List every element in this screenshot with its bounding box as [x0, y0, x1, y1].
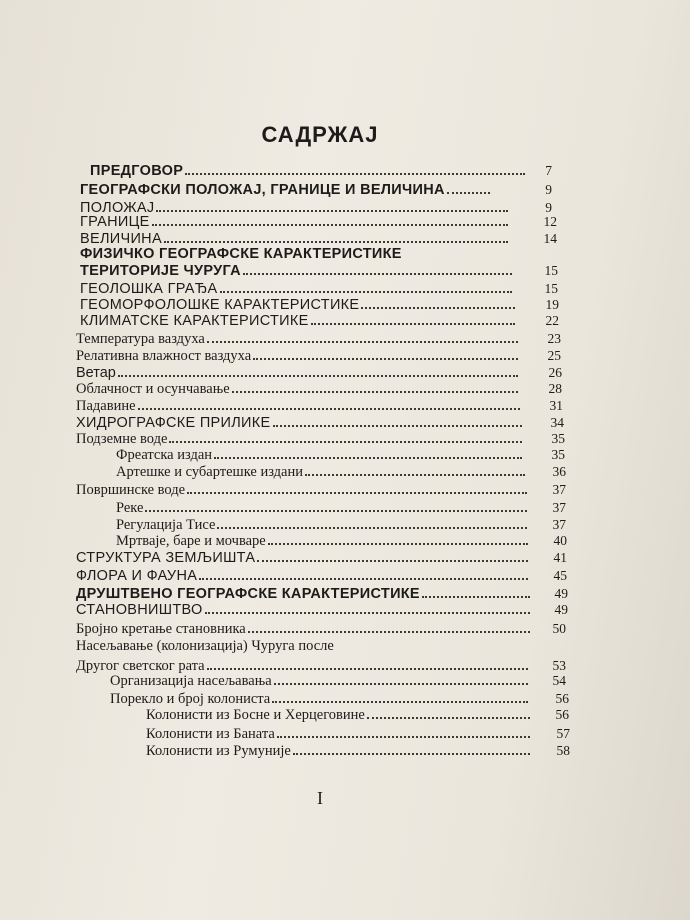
toc-entry-label: КЛИМАТСКЕ КАРАКТЕРИСТИКЕ	[80, 313, 309, 329]
toc-entry-page: 23	[547, 331, 561, 346]
toc-leader-dots	[447, 192, 490, 194]
toc-entry-page: 9	[545, 200, 552, 215]
toc-entry-label: ВЕЛИЧИНА	[80, 231, 162, 247]
toc-leader-dots	[257, 560, 528, 562]
toc-entry-label: Колонисти из Босне и Херцеговине	[146, 707, 365, 723]
toc-entry-page: 15	[544, 281, 558, 296]
toc-leader-dots	[217, 527, 527, 529]
toc-leader-dots	[164, 241, 508, 243]
toc-entry	[0, 181, 690, 201]
toc-entry-page: 57	[556, 726, 570, 741]
toc-leader-dots	[305, 474, 525, 476]
toc-entry-label: Фреатска издан	[116, 447, 213, 463]
toc-entry-page: 56	[555, 707, 569, 722]
toc-leader-dots	[118, 375, 518, 377]
toc-entry-label: Облачност и осунчавање	[76, 381, 230, 397]
toc-entry-page: 37	[552, 482, 566, 497]
toc-entry-label: Колонисти из Румуније	[146, 743, 291, 759]
toc-entry	[0, 706, 690, 726]
toc-entry-label: ДРУШТВЕНО ГЕОГРАФСКЕ КАРАКТЕРИСТИКЕ	[76, 586, 420, 602]
toc-entry-page: 19	[545, 297, 559, 312]
page-numeral: I	[317, 788, 323, 808]
toc-entry	[0, 637, 690, 657]
toc-leader-dots	[243, 273, 512, 275]
toc-entry-page: 22	[545, 313, 559, 328]
toc-entry-page: 37	[552, 517, 566, 532]
toc-entry-page: 26	[548, 365, 562, 380]
toc-entry-page: 31	[549, 398, 563, 413]
toc-entry-label: ТЕРИТОРИЈЕ ЧУРУГА	[80, 263, 241, 279]
toc-leader-dots	[185, 173, 525, 175]
toc-entry-label: ГЕОЛОШКА ГРАЂА	[80, 281, 218, 297]
toc-entry-label: ПРЕДГОВОР	[90, 163, 184, 179]
toc-leader-dots	[138, 408, 520, 410]
toc-leader-dots	[205, 612, 530, 614]
page-title: САДРЖАЈ	[261, 122, 379, 147]
toc-entry	[0, 601, 690, 621]
toc-leader-dots	[214, 457, 522, 459]
toc-entry-label: Падавине	[76, 398, 136, 414]
toc-entry-page: 12	[543, 214, 557, 229]
toc-entry-label: Мртваје, баре и мочваре	[116, 533, 266, 549]
toc-entry-label: СТРУКТУРА ЗЕМЉИШТА	[76, 550, 256, 566]
toc-entry-page: 36	[552, 464, 566, 479]
toc-leader-dots	[248, 631, 530, 633]
toc-entry-label: Површинске воде	[76, 482, 186, 498]
toc-entry-label: Насељавање (колонизација) Чуруга после	[76, 638, 334, 654]
toc-entry	[0, 162, 690, 182]
toc-entry-page: 35	[551, 431, 565, 446]
toc-entry-page: 54	[552, 673, 566, 688]
toc-entry-label: Артешке и субартешке издани	[116, 464, 304, 480]
toc-entry-page: 58	[556, 743, 570, 758]
toc-entry-label: Колонисти из Баната	[146, 726, 275, 742]
toc-entry-label: ХИДРОГРАФСКЕ ПРИЛИКЕ	[76, 415, 271, 431]
toc-entry-label: Температура ваздуха	[76, 331, 205, 347]
toc-entry-label: ПОЛОЖАЈ	[80, 200, 155, 216]
toc-leader-dots	[152, 224, 508, 226]
toc-leader-dots	[293, 753, 530, 755]
toc-entry-label: Реке	[116, 500, 144, 516]
toc-entry	[0, 672, 690, 692]
toc-entry	[0, 567, 690, 587]
toc-leader-dots	[422, 596, 530, 598]
toc-entry-page: 34	[550, 415, 564, 430]
toc-entry-page: 9	[545, 182, 552, 197]
toc-entry-page: 37	[552, 500, 566, 515]
toc-entry	[0, 262, 690, 282]
toc-entry-label: ФЛОРА И ФАУНА	[76, 568, 198, 584]
toc-entry	[0, 312, 690, 332]
toc-leader-dots	[156, 210, 508, 212]
toc-entry	[0, 742, 690, 762]
toc-entry-page: 53	[552, 658, 566, 673]
toc-entry-label: Релативна влажност ваздуха	[76, 348, 252, 364]
toc-entry	[0, 549, 690, 569]
toc-leader-dots	[367, 717, 530, 719]
toc-entry-page: 40	[553, 533, 567, 548]
toc-leader-dots	[199, 578, 528, 580]
toc-leader-dots	[169, 441, 522, 443]
toc-entry-page: 49	[554, 602, 568, 617]
toc-entry-page: 41	[553, 550, 567, 565]
toc-leader-dots	[311, 323, 515, 325]
toc-entry-label: ФИЗИЧКО ГЕОГРАФСКЕ КАРАКТЕРИСТИКЕ	[80, 246, 402, 262]
toc-entry-page: 56	[555, 691, 569, 706]
toc-entry-label: Регулација Тисе	[116, 517, 216, 533]
toc-entry-page: 45	[553, 568, 567, 583]
toc-leader-dots	[253, 358, 518, 360]
toc-leader-dots	[145, 510, 527, 512]
toc-entry-label: Подземне воде	[76, 431, 168, 447]
toc-entry-label: Бројно кретање становника	[76, 621, 246, 637]
toc-entry-page: 50	[552, 621, 566, 636]
toc-entry-page: 35	[551, 447, 565, 462]
toc-leader-dots	[187, 492, 527, 494]
toc-entry-page: 25	[547, 348, 561, 363]
toc-leader-dots	[273, 425, 522, 427]
toc-entry-page: 49	[554, 586, 568, 601]
toc-entry-page: 14	[543, 231, 557, 246]
toc-leader-dots	[274, 683, 528, 685]
toc-entry-label: Ветар	[76, 365, 116, 381]
toc-entry-label: Организација насељавања	[110, 673, 272, 689]
toc-leader-dots	[268, 543, 528, 545]
toc-entry-label: ГЕОГРАФСКИ ПОЛОЖАЈ, ГРАНИЦЕ И ВЕЛИЧИНА	[80, 182, 445, 198]
toc-leader-dots	[220, 291, 512, 293]
toc-leader-dots	[277, 736, 530, 738]
toc-entry-label: Другог светског рата	[76, 658, 205, 674]
toc-entry-page: 28	[548, 381, 562, 396]
toc-leader-dots	[207, 341, 518, 343]
toc-leader-dots	[361, 307, 515, 309]
toc-entry	[0, 463, 690, 483]
toc-entry-page: 15	[544, 263, 558, 278]
toc-leader-dots	[207, 668, 528, 670]
toc-entry-label: ГРАНИЦЕ	[80, 214, 150, 230]
toc-entry-label: ГЕОМОРФОЛОШКЕ КАРАКТЕРИСТИКЕ	[80, 297, 360, 313]
toc-leader-dots	[232, 391, 518, 393]
toc-entry-page: 7	[545, 163, 552, 178]
toc-entry-label: СТАНОВНИШТВО	[76, 602, 203, 618]
toc-entry	[0, 481, 690, 501]
toc-entry-label: Порекло и број колониста	[110, 691, 271, 707]
toc-leader-dots	[272, 701, 528, 703]
